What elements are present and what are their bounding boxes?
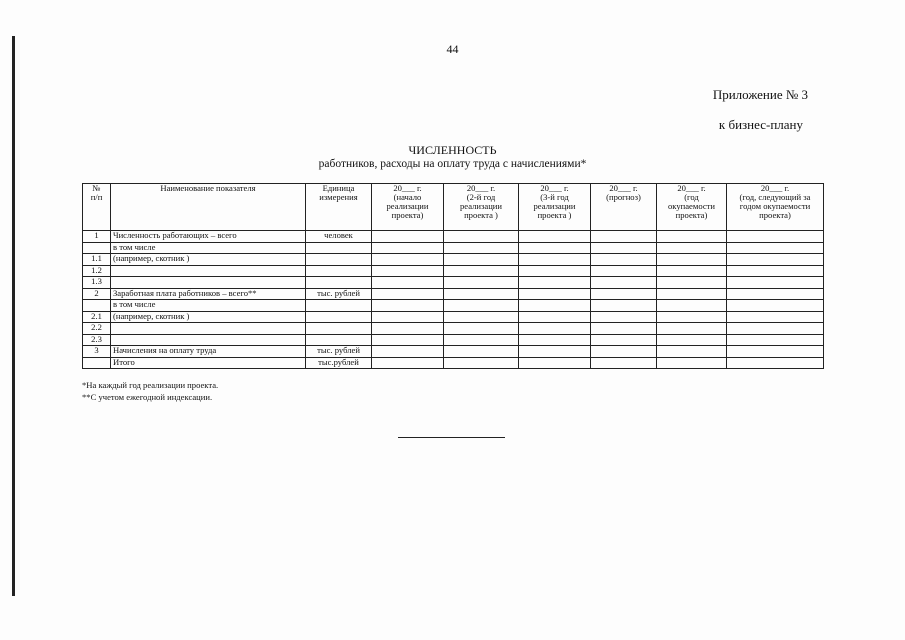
year-value-cell — [372, 254, 444, 266]
unit-cell: тыс. рублей — [306, 288, 372, 300]
page-number: 44 — [446, 42, 459, 56]
year-value-cell — [657, 323, 727, 335]
year-value-cell — [519, 346, 591, 358]
table-header-row — [83, 184, 824, 231]
footnote-1: *На каждый год реализации проекта. — [82, 380, 219, 390]
year-value-cell — [657, 277, 727, 289]
year-value-cell — [727, 242, 824, 254]
indicator-name-cell: (например, скотник ) — [111, 254, 306, 266]
year-value-cell — [372, 323, 444, 335]
year-value-cell — [591, 231, 657, 243]
row-number-cell: 2.1 — [83, 311, 111, 323]
indicator-name-cell: в том числе — [111, 300, 306, 312]
year-value-cell — [657, 242, 727, 254]
year-value-cell — [372, 242, 444, 254]
row-number-cell — [83, 357, 111, 369]
table-row — [83, 265, 824, 277]
year-value-cell — [727, 254, 824, 266]
row-number-cell: 1.2 — [83, 265, 111, 277]
unit-cell: тыс.рублей — [306, 357, 372, 369]
table-row — [83, 288, 824, 300]
year-value-cell — [444, 231, 519, 243]
unit-cell — [306, 254, 372, 266]
year-value-cell — [372, 334, 444, 346]
unit-cell — [306, 242, 372, 254]
column-header: № п/п — [83, 184, 111, 231]
year-value-cell — [519, 323, 591, 335]
year-value-cell — [519, 254, 591, 266]
year-value-cell — [444, 254, 519, 266]
year-value-cell — [444, 242, 519, 254]
year-value-cell — [727, 334, 824, 346]
year-value-cell — [727, 277, 824, 289]
year-value-cell — [519, 311, 591, 323]
year-value-cell — [444, 323, 519, 335]
table-row — [83, 231, 824, 243]
year-value-cell — [657, 265, 727, 277]
appendix-title: Приложение № 3 — [712, 87, 808, 102]
column-header: 20___ г. (прогноз) — [591, 184, 657, 231]
column-header: 20___ г. (год окупаемости проекта) — [657, 184, 727, 231]
appendix-subtitle: к бизнес-плану — [718, 117, 803, 132]
row-number-cell: 3 — [83, 346, 111, 358]
year-value-cell — [444, 357, 519, 369]
unit-cell — [306, 311, 372, 323]
year-value-cell — [444, 311, 519, 323]
year-value-cell — [372, 277, 444, 289]
year-value-cell — [591, 357, 657, 369]
row-number-cell: 1 — [83, 231, 111, 243]
year-value-cell — [591, 288, 657, 300]
table-row — [83, 346, 824, 358]
table-row — [83, 334, 824, 346]
year-value-cell — [657, 300, 727, 312]
indicator-name-cell: Заработная плата работников – всего** — [111, 288, 306, 300]
year-value-cell — [727, 311, 824, 323]
staffing-table — [82, 183, 824, 369]
year-value-cell — [591, 277, 657, 289]
year-value-cell — [372, 265, 444, 277]
year-value-cell — [372, 357, 444, 369]
indicator-name-cell: Численность работающих – всего — [111, 231, 306, 243]
year-value-cell — [444, 265, 519, 277]
year-value-cell — [591, 254, 657, 266]
year-value-cell — [444, 300, 519, 312]
year-value-cell — [591, 334, 657, 346]
year-value-cell — [591, 300, 657, 312]
year-value-cell — [727, 288, 824, 300]
year-value-cell — [444, 334, 519, 346]
year-value-cell — [372, 231, 444, 243]
year-value-cell — [657, 311, 727, 323]
table-row — [83, 254, 824, 266]
row-number-cell: 2 — [83, 288, 111, 300]
year-value-cell — [727, 346, 824, 358]
row-number-cell — [83, 300, 111, 312]
column-header: 20___ г. (год, следующий за годом окупаемости проекта) — [727, 184, 824, 231]
table-body — [83, 231, 824, 369]
unit-cell — [306, 277, 372, 289]
indicator-name-cell: в том числе — [111, 242, 306, 254]
row-number-cell — [83, 242, 111, 254]
table-row — [83, 311, 824, 323]
year-value-cell — [727, 231, 824, 243]
scan-edge-line — [12, 36, 15, 596]
document-title: ЧИСЛЕННОСТЬ — [408, 143, 497, 157]
year-value-cell — [519, 231, 591, 243]
year-value-cell — [657, 357, 727, 369]
year-value-cell — [519, 357, 591, 369]
year-value-cell — [657, 254, 727, 266]
year-value-cell — [372, 311, 444, 323]
indicator-name-cell — [111, 277, 306, 289]
unit-cell — [306, 323, 372, 335]
year-value-cell — [591, 311, 657, 323]
year-value-cell — [444, 288, 519, 300]
column-header: 20___ г. (2-й год реализации проекта ) — [444, 184, 519, 231]
year-value-cell — [519, 265, 591, 277]
indicator-name-cell: (например, скотник ) — [111, 311, 306, 323]
year-value-cell — [444, 346, 519, 358]
unit-cell — [306, 265, 372, 277]
indicator-name-cell — [111, 323, 306, 335]
year-value-cell — [372, 300, 444, 312]
column-header: Единица измерения — [306, 184, 372, 231]
document-subtitle: работников, расходы на оплату труда с начислениями* — [318, 158, 587, 170]
indicator-name-cell — [111, 265, 306, 277]
indicator-name-cell: Начисления на оплату труда — [111, 346, 306, 358]
year-value-cell — [519, 334, 591, 346]
indicator-name-cell: Итого — [111, 357, 306, 369]
indicator-name-cell — [111, 334, 306, 346]
row-number-cell: 1.1 — [83, 254, 111, 266]
year-value-cell — [657, 231, 727, 243]
table-row — [83, 300, 824, 312]
row-number-cell: 1.3 — [83, 277, 111, 289]
row-number-cell: 2.3 — [83, 334, 111, 346]
year-value-cell — [444, 277, 519, 289]
year-value-cell — [591, 346, 657, 358]
column-header: 20___ г. (начало реализации проекта) — [372, 184, 444, 231]
year-value-cell — [727, 323, 824, 335]
year-value-cell — [519, 242, 591, 254]
table-row — [83, 277, 824, 289]
table-row — [83, 357, 824, 369]
year-value-cell — [591, 265, 657, 277]
footnote-2: **С учетом ежегодной индексации. — [82, 392, 213, 402]
closing-rule — [398, 437, 505, 438]
year-value-cell — [519, 300, 591, 312]
year-value-cell — [372, 288, 444, 300]
year-value-cell — [657, 334, 727, 346]
year-value-cell — [727, 265, 824, 277]
column-header: 20___ г. (3-й год реализации проекта ) — [519, 184, 591, 231]
unit-cell — [306, 334, 372, 346]
year-value-cell — [372, 346, 444, 358]
unit-cell — [306, 300, 372, 312]
unit-cell: тыс. рублей — [306, 346, 372, 358]
year-value-cell — [591, 323, 657, 335]
year-value-cell — [727, 300, 824, 312]
year-value-cell — [591, 242, 657, 254]
table-row — [83, 242, 824, 254]
column-header: Наименование показателя — [111, 184, 306, 231]
year-value-cell — [657, 346, 727, 358]
row-number-cell: 2.2 — [83, 323, 111, 335]
unit-cell: человек — [306, 231, 372, 243]
year-value-cell — [727, 357, 824, 369]
year-value-cell — [519, 277, 591, 289]
table-row — [83, 323, 824, 335]
year-value-cell — [657, 288, 727, 300]
year-value-cell — [519, 288, 591, 300]
